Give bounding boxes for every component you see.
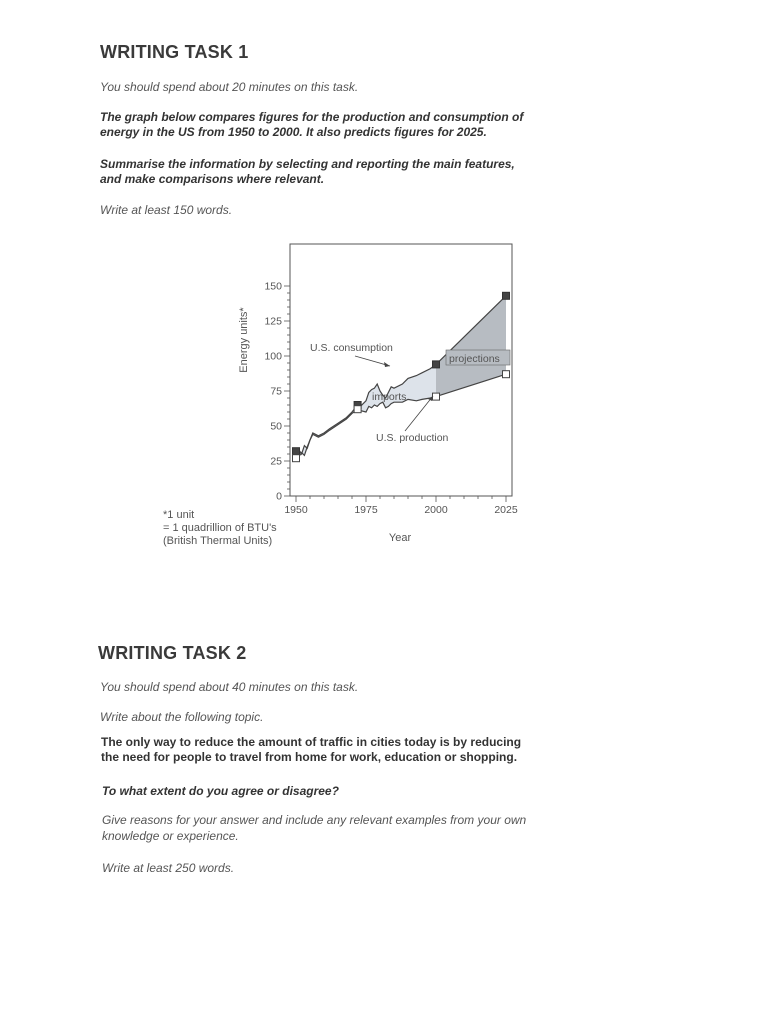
task2-guidance bbox=[102, 812, 526, 844]
y-tick-label: 150 bbox=[264, 280, 282, 293]
y-tick-label: 100 bbox=[264, 350, 282, 363]
y-tick-label: 50 bbox=[270, 420, 282, 433]
y-tick-label: 75 bbox=[270, 385, 282, 398]
production-marker bbox=[433, 393, 440, 400]
task2-topic-note: Write about the following topic. bbox=[100, 710, 264, 724]
task1-instruction-line: and make comparisons where relevant. bbox=[100, 172, 325, 186]
task1-time-note: You should spend about 20 minutes on this task. bbox=[100, 80, 359, 94]
task2-statement-line: The only way to reduce the amount of traffic in cities today is by reducing bbox=[101, 735, 522, 749]
imports-annotation: imports bbox=[372, 391, 407, 403]
footnote-line: *1 unit bbox=[163, 509, 195, 521]
footnote-line: = 1 quadrillion of BTU's bbox=[163, 522, 277, 534]
production-marker bbox=[503, 371, 510, 378]
consumption-arrowhead bbox=[384, 362, 390, 367]
task2-statement-line: the need for people to travel from home for work, education or shopping. bbox=[101, 750, 518, 764]
task2-time-note: You should spend about 40 minutes on this task. bbox=[100, 680, 359, 694]
x-tick-label: 1950 bbox=[284, 504, 308, 516]
y-axis-label: Energy units* bbox=[238, 307, 250, 373]
x-axis-label: Year bbox=[388, 532, 412, 544]
consumption-marker bbox=[433, 361, 440, 368]
task2-statement bbox=[101, 735, 521, 765]
y-tick-label: 0 bbox=[276, 490, 282, 503]
x-tick-label: 2000 bbox=[424, 504, 448, 516]
task2-question: To what extent do you agree or disagree? bbox=[102, 784, 339, 798]
projections-annotation: projections bbox=[449, 353, 500, 365]
consumption-marker bbox=[293, 448, 300, 455]
task1-prompt-line: The graph below compares figures for the production and consumption of bbox=[100, 110, 524, 124]
task2-guidance-line: Give reasons for your answer and include any relevant examples from your own bbox=[102, 813, 527, 827]
y-tick-label: 25 bbox=[270, 455, 282, 468]
projections-area bbox=[436, 296, 506, 397]
task2-guidance-line: knowledge or experience. bbox=[102, 829, 239, 843]
consumption-marker bbox=[503, 292, 510, 299]
x-tick-label: 1975 bbox=[354, 504, 378, 516]
task1-prompt bbox=[100, 110, 523, 140]
task1-heading: WRITING TASK 1 bbox=[100, 42, 249, 62]
task1-instruction-line: Summarise the information by selecting and reporting the main features, bbox=[100, 157, 515, 171]
consumption-annotation: U.S. consumption bbox=[310, 342, 393, 354]
task2-heading: WRITING TASK 2 bbox=[98, 643, 247, 663]
task1-prompt-line: energy in the US from 1950 to 2000. It also predicts figures for 2025. bbox=[100, 125, 487, 139]
chart-footnote bbox=[163, 509, 277, 548]
task1-word-count: Write at least 150 words. bbox=[100, 203, 233, 217]
production-marker bbox=[354, 406, 361, 413]
production-pointer bbox=[405, 396, 433, 431]
production-marker bbox=[293, 455, 300, 462]
task2-word-count: Write at least 250 words. bbox=[102, 861, 235, 875]
production-annotation: U.S. production bbox=[376, 432, 449, 444]
y-tick-label: 125 bbox=[264, 315, 282, 328]
task1-instruction bbox=[100, 157, 515, 187]
footnote-line: (British Thermal Units) bbox=[163, 535, 273, 547]
x-tick-label: 2025 bbox=[494, 504, 518, 516]
